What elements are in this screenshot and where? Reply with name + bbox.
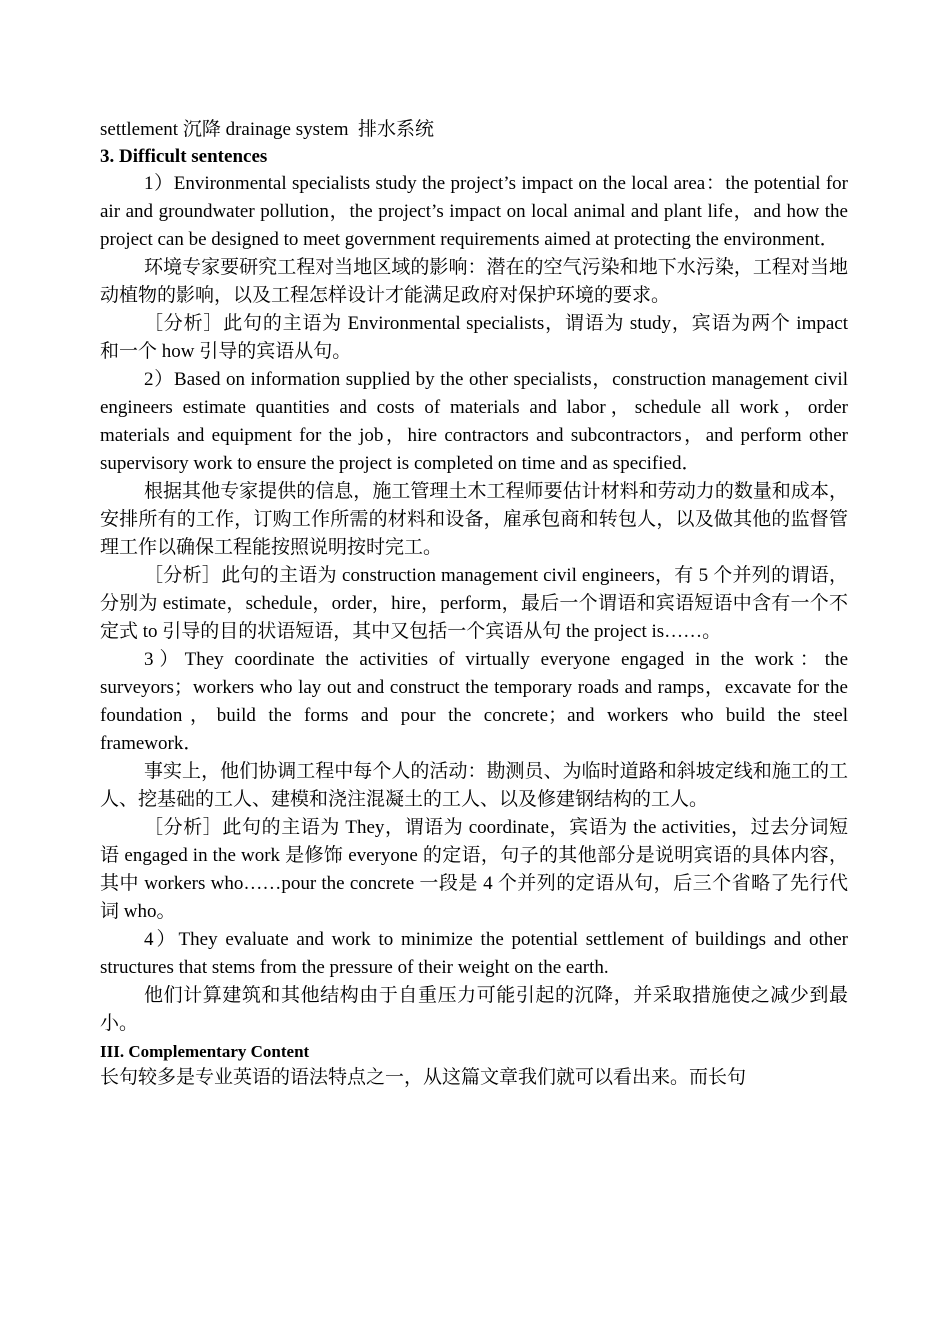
- sentence-2-chinese: 根据其他专家提供的信息，施工管理土木工程师要估计材料和劳动力的数量和成本，安排所有的工作，订购工作所需的材料和设备，雇承包商和转包人，以及做其他的监督管理工作以确保工程能按照说明按时完工。: [100, 481, 848, 558]
- sentence-4-english: 4）They evaluate and work to minimize the potential settlement of buildings and other structures that stems from the pressure of their weight on the earth.: [100, 929, 848, 978]
- sentence-3-chinese: 事实上，他们协调工程中每个人的活动：勘测员、为临时道路和斜坡定线和施工的工人、挖基础的工人、建模和浇注混凝土的工人、以及修建钢结构的工人。: [100, 761, 848, 810]
- vocabulary-line: settlement 沉降 drainage system 排水系统: [100, 119, 435, 140]
- sentence-1-english: 1）Environmental specialists study the project’s impact on the local area：the potential for air and groundwater pollution，the project’s impact on local animal and plant life，and how the project can be designed to meet government requirements aimed at protecting the environment．: [100, 173, 848, 250]
- sentence-1-chinese: 环境专家要研究工程对当地区域的影响：潜在的空气污染和地下水污染，工程对当地动植物的影响，以及工程怎样设计才能满足政府对保护环境的要求。: [100, 257, 848, 306]
- sentence-2-analysis: ［分析］此句的主语为 construction management civil engineers，有 5 个并列的谓语，分别为 estimate，schedule，order，hire，perform，最后一个谓语和宾语短语中含有一个不定式 to 引导的目的状语短语，其中又包括一个宾语从句 the project is……。: [100, 565, 848, 642]
- sentence-4-chinese: 他们计算建筑和其他结构由于自重压力可能引起的沉降，并采取措施使之减少到最小。: [100, 985, 848, 1034]
- sentence-3-english: 3）They coordinate the activities of virtually everyone engaged in the work：the surveyors；workers who lay out and construct the temporary roads and ramps，excavate for the foundation，build the forms and pour the concrete；and workers who build the steel framework．: [100, 649, 848, 754]
- sentence-2-english: 2）Based on information supplied by the other specialists，construction management civil engineers estimate quantities and costs of materials and labor，schedule all work，order materials and equipment for the job，hire contractors and subcontractors，and perform other supervisory work to ensure the project is completed on time and as specified．: [100, 369, 848, 474]
- complementary-text: 长句较多是专业英语的语法特点之一，从这篇文章我们就可以看出来。而长句: [100, 1067, 747, 1088]
- section-heading: 3. Difficult sentences: [100, 146, 268, 167]
- complementary-heading: III. Complementary Content: [100, 1042, 310, 1061]
- sentence-3-analysis: ［分析］此句的主语为 They，谓语为 coordinate，宾语为 the activities，过去分词短语 engaged in the work 是修饰 everyone 的定语，句子的其他部分是说明宾语的具体内容，其中 workers who……pour the concrete 一段是 4 个并列的定语从句，后三个省略了先行代词 who。: [100, 817, 848, 922]
- document-page: [100, 116, 848, 1092]
- sentence-1-analysis: ［分析］此句的主语为 Environmental specialists，谓语为 study，宾语为两个 impact 和一个 how 引导的宾语从句。: [100, 313, 848, 362]
